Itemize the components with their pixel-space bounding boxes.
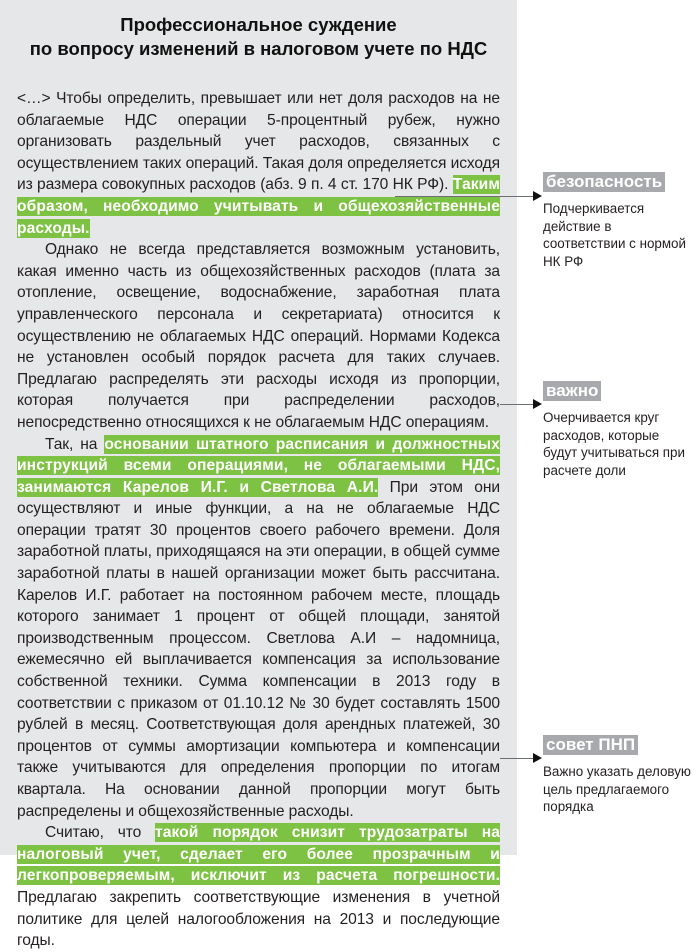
highlighted-text: Таким образом, необходимо учитывать и общехозяйственные расходы. [17, 176, 500, 237]
paragraph-text: Однако не всегда представляется возможным установить, какая именно часть из общехозяйственных расходов (плата за отопление, освещение, водоснабжение, заработная плата управленческого персонала и секретариата) относится к осуществлению не облагаемых НДС операций. Нормами Кодекса не установлен особый порядок расчета для таких случаев. Предлагаю распределять эти расходы исходя из пропорции, которая получается при распределении расходов, непосредственно относящихся к не облагаемым НДС операциям. [17, 241, 500, 431]
paragraph-text: Считаю, что [45, 824, 155, 842]
highlighted-text: такой порядок снизит трудозатраты на налоговый учет, сделает его более прозрачным и легкопроверяемым, исключит из расчета погрешности. [17, 824, 500, 885]
paragraph-3 [17, 434, 500, 823]
document-title [0, 13, 517, 61]
arrow-right-icon [533, 753, 542, 763]
note-text: Подчеркивается действие в соответствии с нормой НК РФ [543, 201, 686, 269]
note-text: Важно указать деловую цель предлагаемого порядка [543, 764, 691, 814]
highlighted-text: основании штатного расписания и должностных инструкций всеми операциями, не облагаемыми НДС, занимаются Карелов И.Г. и Светлова А.И. [17, 435, 500, 496]
connector-line-1 [395, 196, 533, 197]
note-tag: совет ПНП [543, 735, 638, 755]
title-line-2: по вопросу изменений в налоговом учете по НДС [29, 38, 488, 59]
note-text: Очерчивается круг расходов, которые будут учитываться при расчете доли [543, 410, 685, 478]
note-tag: безопасность [543, 172, 665, 192]
title-line-1: Профессиональное суждение [120, 14, 397, 35]
paragraph-text: Так, на [45, 435, 105, 453]
side-note-security [543, 172, 693, 270]
side-note-advice [543, 735, 693, 816]
document-body [17, 88, 500, 952]
connector-line-3 [500, 758, 533, 759]
paragraph-text: При этом они осуществляют и иные функции, а на не облагаемые НДС операции тратят 30 процентов своего рабочего времени. Доля заработной платы, приходящаяся на эти операции, в общей сумме заработной платы в нашей организации может быть рассчитана. Карелов И.Г. работает на постоянном рабочем месте, площадь которого занимает 1 процент от общей площади, занятой производственным процессом. Светлова А.И – надомница, ежемесячно ей выплачивается компенсация за использование собственной техники. Сумма компенсации в 2013 году в соответствии с приказом от 01.10.12 № 30 будет составлять 1500 рублей в месяц. Соответствующая доля арендных платежей, 30 процентов от суммы амортизации компьютера и компенсации также учитываются для определения пропорции по итогам квартала. На основании данной пропорции могут быть распределены и общехозяйственные расходы. [17, 478, 500, 820]
connector-line-2 [500, 404, 533, 405]
arrow-right-icon [533, 399, 542, 409]
side-note-important [543, 381, 693, 479]
paragraph-4 [17, 822, 500, 952]
paragraph-1 [17, 88, 500, 239]
note-tag: важно [543, 381, 601, 401]
paragraph-text: Предлагаю закрепить соответствующие изменения в учетной политике для целей налогообложения на 2013 и последующие годы. [17, 888, 500, 950]
paragraph-text: <…> Чтобы определить, превышает или нет доля расходов на не облагаемые НДС операции 5-процентный рубеж, нужно организовать раздельный учет расходов, связанных с осуществлением таких операций. Такая доля определяется исходя из размера совокупных расходов (абз. 9 п. 4 ст. 170 НК РФ). [17, 90, 500, 194]
paragraph-2 [17, 239, 500, 433]
arrow-right-icon [533, 191, 542, 201]
